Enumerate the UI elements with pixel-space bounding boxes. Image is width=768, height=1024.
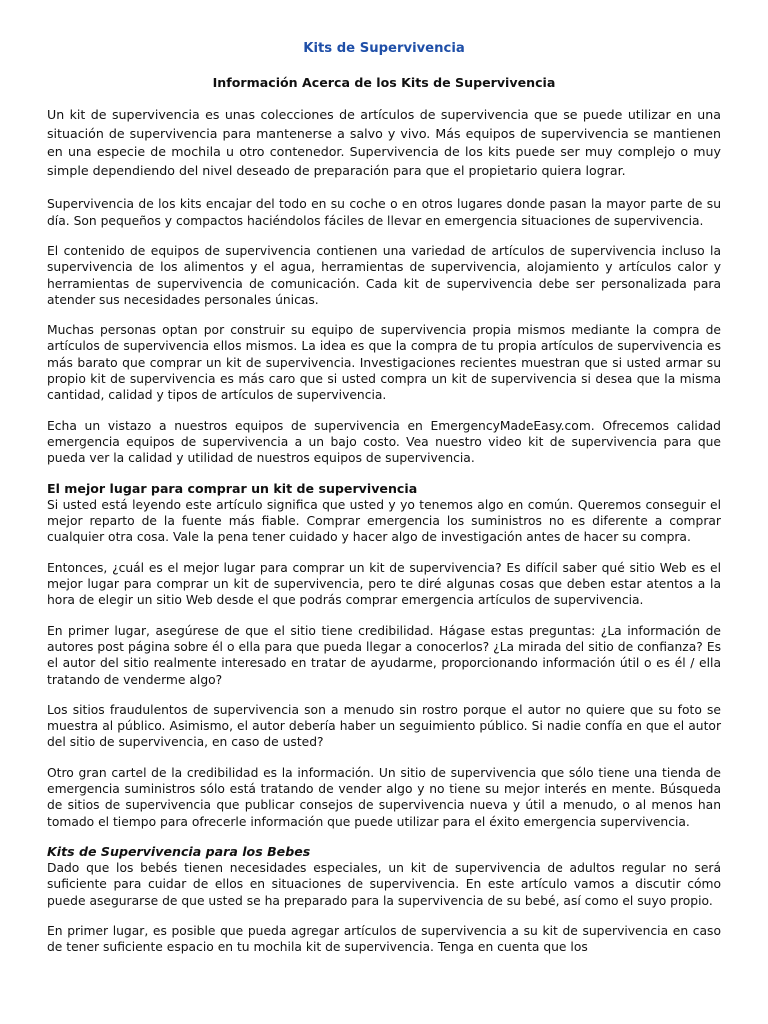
document-title: Kits de Supervivencia [303, 41, 465, 56]
paragraph-5: Echa un vistazo a nuestros equipos de supervivencia en EmergencyMadeEasy.com. Ofrecemos calidad emergencia equipos de supervivencia a un bajo costo. Vea nuestro video kit de supervivencia para que pueda ver la calidad y utilidad de nuestros equipos de supervivencia. [47, 418, 721, 466]
document-subtitle: Información Acerca de los Kits de Supervivencia [212, 75, 556, 90]
section-heading-babies: Kits de Supervivencia para los Bebes [47, 843, 311, 859]
paragraph-12: En primer lugar, es posible que pueda agregar artículos de supervivencia a su kit de supervivencia en caso de tener suficiente espacio en tu mochila kit de supervivencia. Tenga en cuenta que los [47, 924, 721, 955]
section-heading-best-place: El mejor lugar para comprar un kit de supervivencia [47, 480, 418, 496]
paragraph-6: Si usted está leyendo este artículo significa que usted y yo tenemos algo en común. Queremos conseguir el mejor reparto de la fuente más fiable. Comprar emergencia los suministros no es diferente a comprar cualquier otra cosa. Vale la pena tener cuidado y hacer algo de investigación antes de hacer su compra. [47, 497, 721, 545]
document-page [47, 40, 721, 970]
paragraph-4: Muchas personas optan por construir su equipo de supervivencia propia mismos mediante la compra de artículos de supervivencia ellos mismos. La idea es que la compra de tu propia artículos de supervivencia es más barato que comprar un kit de supervivencia. Investigaciones recientes muestran que si usted armar su propio kit de supervivencia es más caro que si usted compra un kit de supervivencia si desea que la misma cantidad, calidad y tipos de artículos de supervivencia. [47, 323, 721, 403]
paragraph-3: El contenido de equipos de supervivencia contienen una variedad de artículos de supervivencia incluso la supervivencia de los alimentos y el agua, herramientas de supervivencia, alojamiento y artículos calor y herramientas de supervivencia de comunicación. Cada kit de supervivencia debe ser personalizada para atender sus necesidades personales únicas. [47, 243, 721, 307]
paragraph-intro: Un kit de supervivencia es unas colecciones de artículos de supervivencia que se puede utilizar en una situación de supervivencia para mantenerse a salvo y vivo. Más equipos de supervivencia se mantienen en una especie de mochila u otro contenedor. Supervivencia de los kits puede ser muy complejo o muy simple dependiendo del nivel deseado de preparación para que el propietario quiera lograr. [47, 107, 721, 178]
paragraph-2: Supervivencia de los kits encajar del todo en su coche o en otros lugares donde pasan la mayor parte de su día. Son pequeños y compactos haciéndolos fáciles de llevar en emergencia situaciones de supervivencia. [47, 197, 721, 228]
paragraph-9: Los sitios fraudulentos de supervivencia son a menudo sin rostro porque el autor no quiere que su foto se muestra al público. Asimismo, el autor debería haber un seguimiento público. Si nadie confía en que el autor del sitio de supervivencia, en caso de usted? [47, 702, 721, 750]
paragraph-11: Dado que los bebés tienen necesidades especiales, un kit de supervivencia de adultos regular no será suficiente para cuidar de ellos en situaciones de supervivencia. En este artículo vamos a discutir cómo puede asegurarse de que usted se ha preparado para la supervivencia de su bebé, así como el suyo propio. [47, 861, 721, 908]
paragraph-10: Otro gran cartel de la credibilidad es la información. Un sitio de supervivencia que sólo tiene una tienda de emergencia suministros sólo está tratando de vender algo y no tiene su mejor interés en mente. Búsqueda de sitios de supervivencia que publicar consejos de supervivencia nueva y útil a menudo, o al menos han tomado el tiempo para ofrecerle información que puede utilizar para el éxito emergencia supervivencia. [47, 765, 721, 829]
paragraph-8: En primer lugar, asegúrese de que el sitio tiene credibilidad. Hágase estas preguntas: ¿La información de autores post página sobre él o ella para que pueda llegar a conocerlos? ¿La mirada del sitio de confianza? Es el autor del sitio realmente interesado en tratar de ayudarme, proporcionando información útil o es él / ella tratando de venderme algo? [47, 623, 721, 687]
paragraph-7: Entonces, ¿cuál es el mejor lugar para comprar un kit de supervivencia? Es difícil saber qué sitio Web es el mejor lugar para comprar un kit de supervivencia, pero te diré algunas cosas que deben estar atentos a la hora de elegir un sitio Web desde el que podrás comprar emergencia artículos de supervivencia. [47, 560, 721, 608]
